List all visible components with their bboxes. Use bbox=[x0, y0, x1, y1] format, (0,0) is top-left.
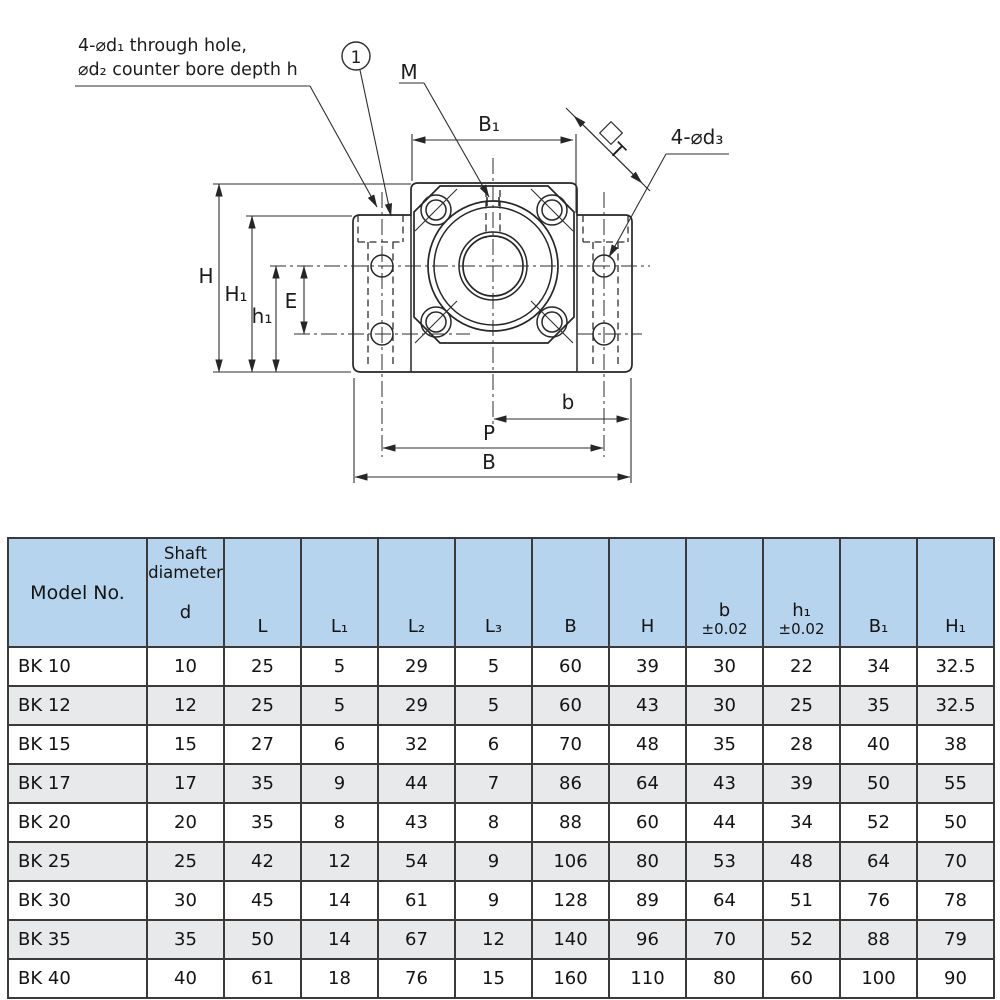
balloon-number: 1 bbox=[350, 48, 362, 68]
value-cell: 5 bbox=[455, 686, 532, 725]
centerlines bbox=[270, 158, 650, 457]
value-cell: 43 bbox=[686, 764, 763, 803]
value-cell: 30 bbox=[147, 881, 224, 920]
label-H1: H₁ bbox=[224, 282, 248, 306]
value-cell: 5 bbox=[301, 647, 378, 686]
header-L2: L₂ bbox=[378, 538, 455, 647]
value-cell: 35 bbox=[686, 725, 763, 764]
model-cell: BK 15 bbox=[8, 725, 147, 764]
model-cell: BK 25 bbox=[8, 842, 147, 881]
value-cell: 64 bbox=[609, 764, 686, 803]
header-H1: H₁ bbox=[917, 538, 994, 647]
dim-T bbox=[574, 116, 642, 183]
value-cell: 106 bbox=[532, 842, 609, 881]
value-cell: 48 bbox=[763, 842, 840, 881]
value-cell: 88 bbox=[532, 803, 609, 842]
value-cell: 40 bbox=[147, 959, 224, 998]
label-b: b bbox=[561, 390, 575, 414]
header-B1: B₁ bbox=[840, 538, 917, 647]
value-cell: 9 bbox=[455, 842, 532, 881]
table-row bbox=[8, 881, 994, 920]
value-cell: 88 bbox=[840, 920, 917, 959]
value-cell: 76 bbox=[840, 881, 917, 920]
header-b-tolerance: ±0.02 bbox=[701, 620, 748, 638]
table-body bbox=[8, 647, 994, 998]
value-cell: 20 bbox=[147, 803, 224, 842]
header-b bbox=[686, 538, 763, 647]
label-4-d3: 4-⌀d₃ bbox=[670, 125, 724, 149]
value-cell: 43 bbox=[609, 686, 686, 725]
value-cell: 25 bbox=[224, 647, 301, 686]
value-cell: 90 bbox=[917, 959, 994, 998]
header-shaft-line1: Shaft bbox=[163, 544, 208, 563]
value-cell: 29 bbox=[378, 686, 455, 725]
value-cell: 60 bbox=[763, 959, 840, 998]
value-cell: 22 bbox=[763, 647, 840, 686]
value-cell: 5 bbox=[455, 647, 532, 686]
value-cell: 67 bbox=[378, 920, 455, 959]
value-cell: 25 bbox=[147, 842, 224, 881]
value-cell: 12 bbox=[147, 686, 224, 725]
value-cell: 15 bbox=[455, 959, 532, 998]
table-row bbox=[8, 725, 994, 764]
value-cell: 43 bbox=[378, 803, 455, 842]
label-T: T bbox=[604, 137, 631, 164]
value-cell: 44 bbox=[378, 764, 455, 803]
model-cell: BK 17 bbox=[8, 764, 147, 803]
header-L1: L₁ bbox=[301, 538, 378, 647]
table-row bbox=[8, 647, 994, 686]
value-cell: 39 bbox=[763, 764, 840, 803]
value-cell: 35 bbox=[840, 686, 917, 725]
table-row bbox=[8, 920, 994, 959]
value-cell: 27 bbox=[224, 725, 301, 764]
model-cell: BK 40 bbox=[8, 959, 147, 998]
value-cell: 40 bbox=[840, 725, 917, 764]
value-cell: 110 bbox=[609, 959, 686, 998]
value-cell: 79 bbox=[917, 920, 994, 959]
header-row bbox=[8, 538, 994, 647]
value-cell: 6 bbox=[301, 725, 378, 764]
value-cell: 64 bbox=[686, 881, 763, 920]
label-h1: h₁ bbox=[251, 304, 273, 328]
header-b-symbol: b bbox=[718, 600, 731, 621]
value-cell: 160 bbox=[532, 959, 609, 998]
value-cell: 6 bbox=[455, 725, 532, 764]
value-cell: 44 bbox=[686, 803, 763, 842]
value-cell: 35 bbox=[147, 920, 224, 959]
value-cell: 128 bbox=[532, 881, 609, 920]
value-cell: 89 bbox=[609, 881, 686, 920]
value-cell: 48 bbox=[609, 725, 686, 764]
value-cell: 60 bbox=[609, 803, 686, 842]
value-cell: 53 bbox=[686, 842, 763, 881]
value-cell: 80 bbox=[609, 842, 686, 881]
value-cell: 8 bbox=[455, 803, 532, 842]
header-shaft-diameter bbox=[147, 538, 224, 647]
value-cell: 30 bbox=[686, 647, 763, 686]
header-B: B bbox=[532, 538, 609, 647]
header-h1 bbox=[763, 538, 840, 647]
table-row bbox=[8, 686, 994, 725]
dimension-table bbox=[7, 537, 995, 999]
header-shaft-symbol: d bbox=[179, 602, 192, 623]
value-cell: 50 bbox=[917, 803, 994, 842]
table-row bbox=[8, 959, 994, 998]
value-cell: 32 bbox=[378, 725, 455, 764]
value-cell: 18 bbox=[301, 959, 378, 998]
label-B: B bbox=[482, 450, 496, 474]
table-row bbox=[8, 842, 994, 881]
value-cell: 70 bbox=[917, 842, 994, 881]
value-cell: 12 bbox=[455, 920, 532, 959]
value-cell: 35 bbox=[224, 803, 301, 842]
value-cell: 29 bbox=[378, 647, 455, 686]
value-cell: 17 bbox=[147, 764, 224, 803]
value-cell: 15 bbox=[147, 725, 224, 764]
header-h1-symbol: h₁ bbox=[792, 600, 811, 621]
value-cell: 39 bbox=[609, 647, 686, 686]
table-row bbox=[8, 764, 994, 803]
value-cell: 60 bbox=[532, 686, 609, 725]
label-H: H bbox=[198, 264, 214, 288]
value-cell: 50 bbox=[840, 764, 917, 803]
value-cell: 140 bbox=[532, 920, 609, 959]
model-cell: BK 10 bbox=[8, 647, 147, 686]
value-cell: 7 bbox=[455, 764, 532, 803]
header-L: L bbox=[224, 538, 301, 647]
header-h1-tolerance: ±0.02 bbox=[778, 620, 825, 638]
value-cell: 34 bbox=[763, 803, 840, 842]
value-cell: 5 bbox=[301, 686, 378, 725]
balloon-1 bbox=[342, 42, 370, 70]
value-cell: 61 bbox=[378, 881, 455, 920]
value-cell: 14 bbox=[301, 881, 378, 920]
model-cell: BK 20 bbox=[8, 803, 147, 842]
value-cell: 78 bbox=[917, 881, 994, 920]
model-cell: BK 12 bbox=[8, 686, 147, 725]
note-line1: 4-⌀d₁ through hole, bbox=[78, 36, 247, 56]
value-cell: 80 bbox=[686, 959, 763, 998]
value-cell: 86 bbox=[532, 764, 609, 803]
value-cell: 9 bbox=[301, 764, 378, 803]
table-row bbox=[8, 803, 994, 842]
value-cell: 50 bbox=[224, 920, 301, 959]
label-B1: B₁ bbox=[478, 112, 500, 136]
label-M: M bbox=[400, 60, 418, 84]
value-cell: 14 bbox=[301, 920, 378, 959]
value-cell: 52 bbox=[763, 920, 840, 959]
value-cell: 25 bbox=[224, 686, 301, 725]
value-cell: 52 bbox=[840, 803, 917, 842]
square-symbol bbox=[591, 122, 633, 164]
value-cell: 12 bbox=[301, 842, 378, 881]
value-cell: 32.5 bbox=[917, 647, 994, 686]
model-cell: BK 35 bbox=[8, 920, 147, 959]
value-cell: 42 bbox=[224, 842, 301, 881]
leader-lines bbox=[75, 70, 729, 257]
value-cell: 96 bbox=[609, 920, 686, 959]
value-cell: 76 bbox=[378, 959, 455, 998]
value-cell: 51 bbox=[763, 881, 840, 920]
value-cell: 32.5 bbox=[917, 686, 994, 725]
value-cell: 100 bbox=[840, 959, 917, 998]
header-shaft-line2: diameter bbox=[148, 563, 223, 582]
value-cell: 61 bbox=[224, 959, 301, 998]
value-cell: 55 bbox=[917, 764, 994, 803]
table-header bbox=[8, 538, 994, 647]
value-cell: 35 bbox=[224, 764, 301, 803]
value-cell: 28 bbox=[763, 725, 840, 764]
header-H: H bbox=[609, 538, 686, 647]
value-cell: 70 bbox=[532, 725, 609, 764]
header-model: Model No. bbox=[8, 538, 147, 647]
value-cell: 30 bbox=[686, 686, 763, 725]
value-cell: 10 bbox=[147, 647, 224, 686]
header-L3: L₃ bbox=[455, 538, 532, 647]
value-cell: 9 bbox=[455, 881, 532, 920]
label-E: E bbox=[284, 289, 298, 313]
value-cell: 64 bbox=[840, 842, 917, 881]
value-cell: 34 bbox=[840, 647, 917, 686]
value-cell: 54 bbox=[378, 842, 455, 881]
note-line2: ⌀d₂ counter bore depth h bbox=[78, 60, 298, 80]
value-cell: 8 bbox=[301, 803, 378, 842]
value-cell: 45 bbox=[224, 881, 301, 920]
label-P: P bbox=[482, 421, 496, 445]
model-cell: BK 30 bbox=[8, 881, 147, 920]
value-cell: 60 bbox=[532, 647, 609, 686]
value-cell: 25 bbox=[763, 686, 840, 725]
value-cell: 38 bbox=[917, 725, 994, 764]
value-cell: 70 bbox=[686, 920, 763, 959]
